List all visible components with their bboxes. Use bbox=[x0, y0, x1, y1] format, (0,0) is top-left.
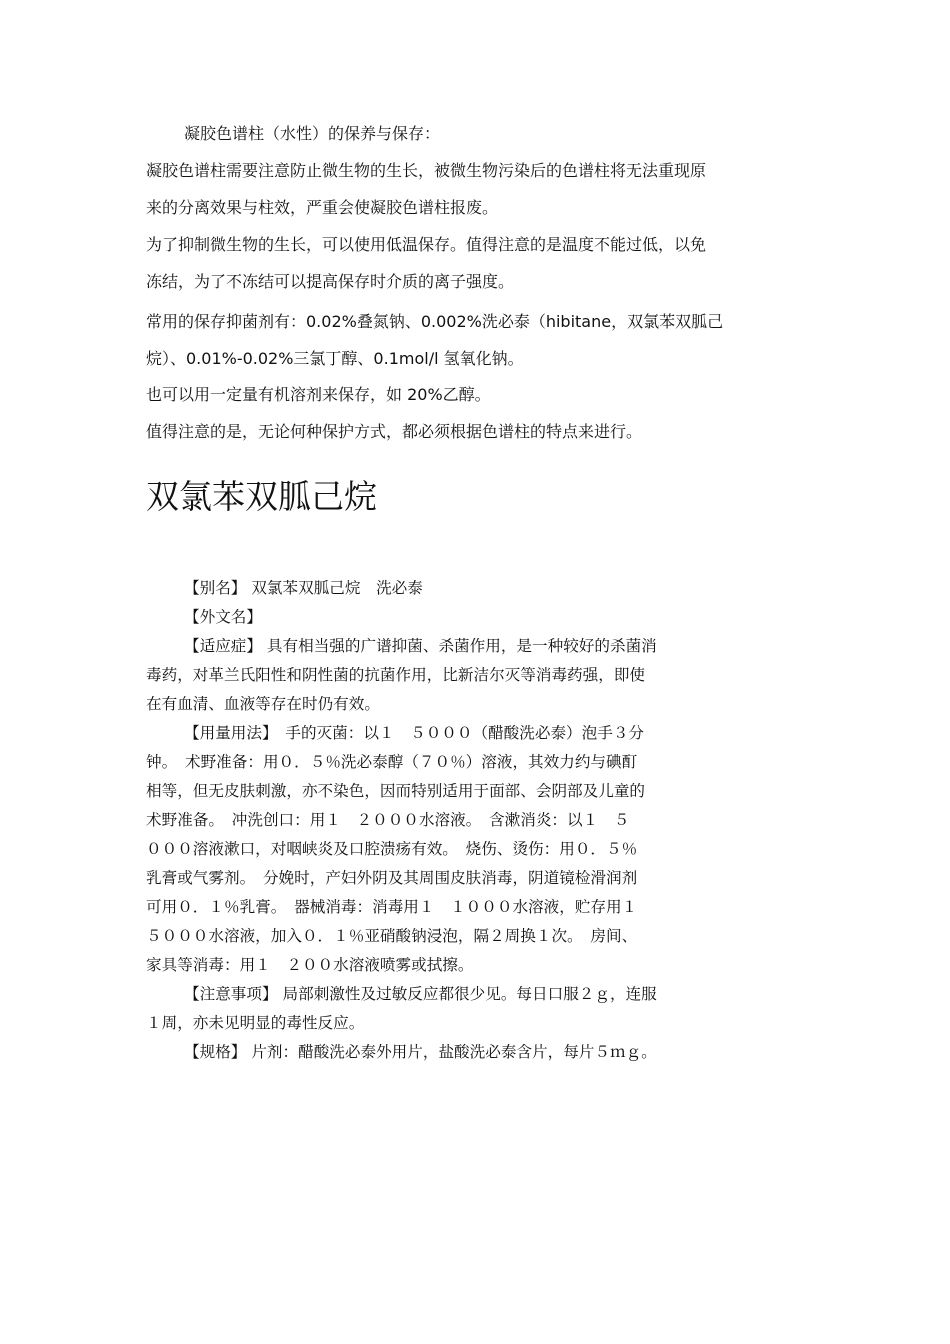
entry-line: 家具等消毒：用１ ２００水溶液喷雾或拭擦。 bbox=[146, 956, 474, 974]
entry-line-dosage: 【用量用法】 手的灭菌：以１ ５０００（醋酸洗必泰）泡手３分 bbox=[184, 724, 645, 742]
paragraph-line: 也可以用一定量有机溶剂来保存，如 20%乙醇。 bbox=[146, 385, 491, 404]
entry-line: 毒药，对革兰氏阳性和阴性菌的抗菌作用，比新洁尔灭等消毒药强，即使 bbox=[146, 666, 646, 684]
paragraph-line: 冻结，为了不冻结可以提高保存时介质的离子强度。 bbox=[146, 272, 515, 291]
entry-line: 术野准备。 冲洗创口：用１ ２０００水溶液。 含漱消炎：以１ ５ bbox=[146, 811, 630, 829]
paragraph-line: 常用的保存抑菌剂有：0.02%叠氮钠、0.002%洗必泰（hibitane，双氯苯双胍己 bbox=[146, 312, 724, 331]
entry-line: 相等，但无皮肤刺激，亦不染色，因而特别适用于面部、会阴部及儿童的 bbox=[146, 782, 646, 800]
entry-line: 可用０．１％乳膏。 器械消毒：消毒用１ １０００水溶液，贮存用１ bbox=[146, 898, 638, 916]
entry-line: 钟。 术野准备：用０．５％洗必泰醇（７０％）溶液，其效力约与碘酊 bbox=[146, 753, 638, 771]
entry-line-specification: 【规格】 片剂：醋酸洗必泰外用片，盐酸洗必泰含片，每片５ｍｇ。 bbox=[184, 1043, 657, 1061]
section-heading: 凝胶色谱柱（水性）的保养与保存： bbox=[184, 124, 441, 143]
entry-line: 在有血清、血液等存在时仍有效。 bbox=[146, 695, 380, 713]
entry-line: １周，亦未见明显的毒性反应。 bbox=[146, 1014, 365, 1032]
paragraph-line: 凝胶色谱柱需要注意防止微生物的生长，被微生物污染后的色谱柱将无法重现原 bbox=[146, 161, 707, 180]
paragraph-line: 来的分离效果与柱效，严重会使凝胶色谱柱报废。 bbox=[146, 198, 499, 217]
entry-line-alias: 【别名】 双氯苯双胍己烷 洗必泰 bbox=[184, 579, 423, 597]
paragraph-line: 烷）、0.01%-0.02%三氯丁醇、0.1mol/l 氢氧化钠。 bbox=[146, 349, 524, 368]
entry-line-indications: 【适应症】 具有相当强的广谱抑菌、杀菌作用，是一种较好的杀菌消 bbox=[184, 637, 657, 655]
paragraph-line: 为了抑制微生物的生长，可以使用低温保存。值得注意的是温度不能过低，以免 bbox=[146, 235, 707, 254]
entry-line: 乳膏或气雾剂。 分娩时，产妇外阴及其周围皮肤消毒，阴道镜检滑润剂 bbox=[146, 869, 638, 887]
entry-line: ０００溶液漱口，对咽峡炎及口腔溃疡有效。 烧伤、烫伤：用０．５％ bbox=[146, 840, 638, 858]
page-title: 双氯苯双胍己烷 bbox=[146, 477, 377, 516]
entry-line: ５０００水溶液，加入０．１％亚硝酸钠浸泡，隔２周换１次。 房间、 bbox=[146, 927, 638, 945]
entry-line-precautions: 【注意事项】 局部刺激性及过敏反应都很少见。每日口服２ｇ，连服 bbox=[184, 985, 657, 1003]
paragraph-line: 值得注意的是，无论何种保护方式，都必须根据色谱柱的特点来进行。 bbox=[146, 422, 643, 441]
entry-line-foreign-name: 【外文名】 bbox=[184, 608, 262, 626]
